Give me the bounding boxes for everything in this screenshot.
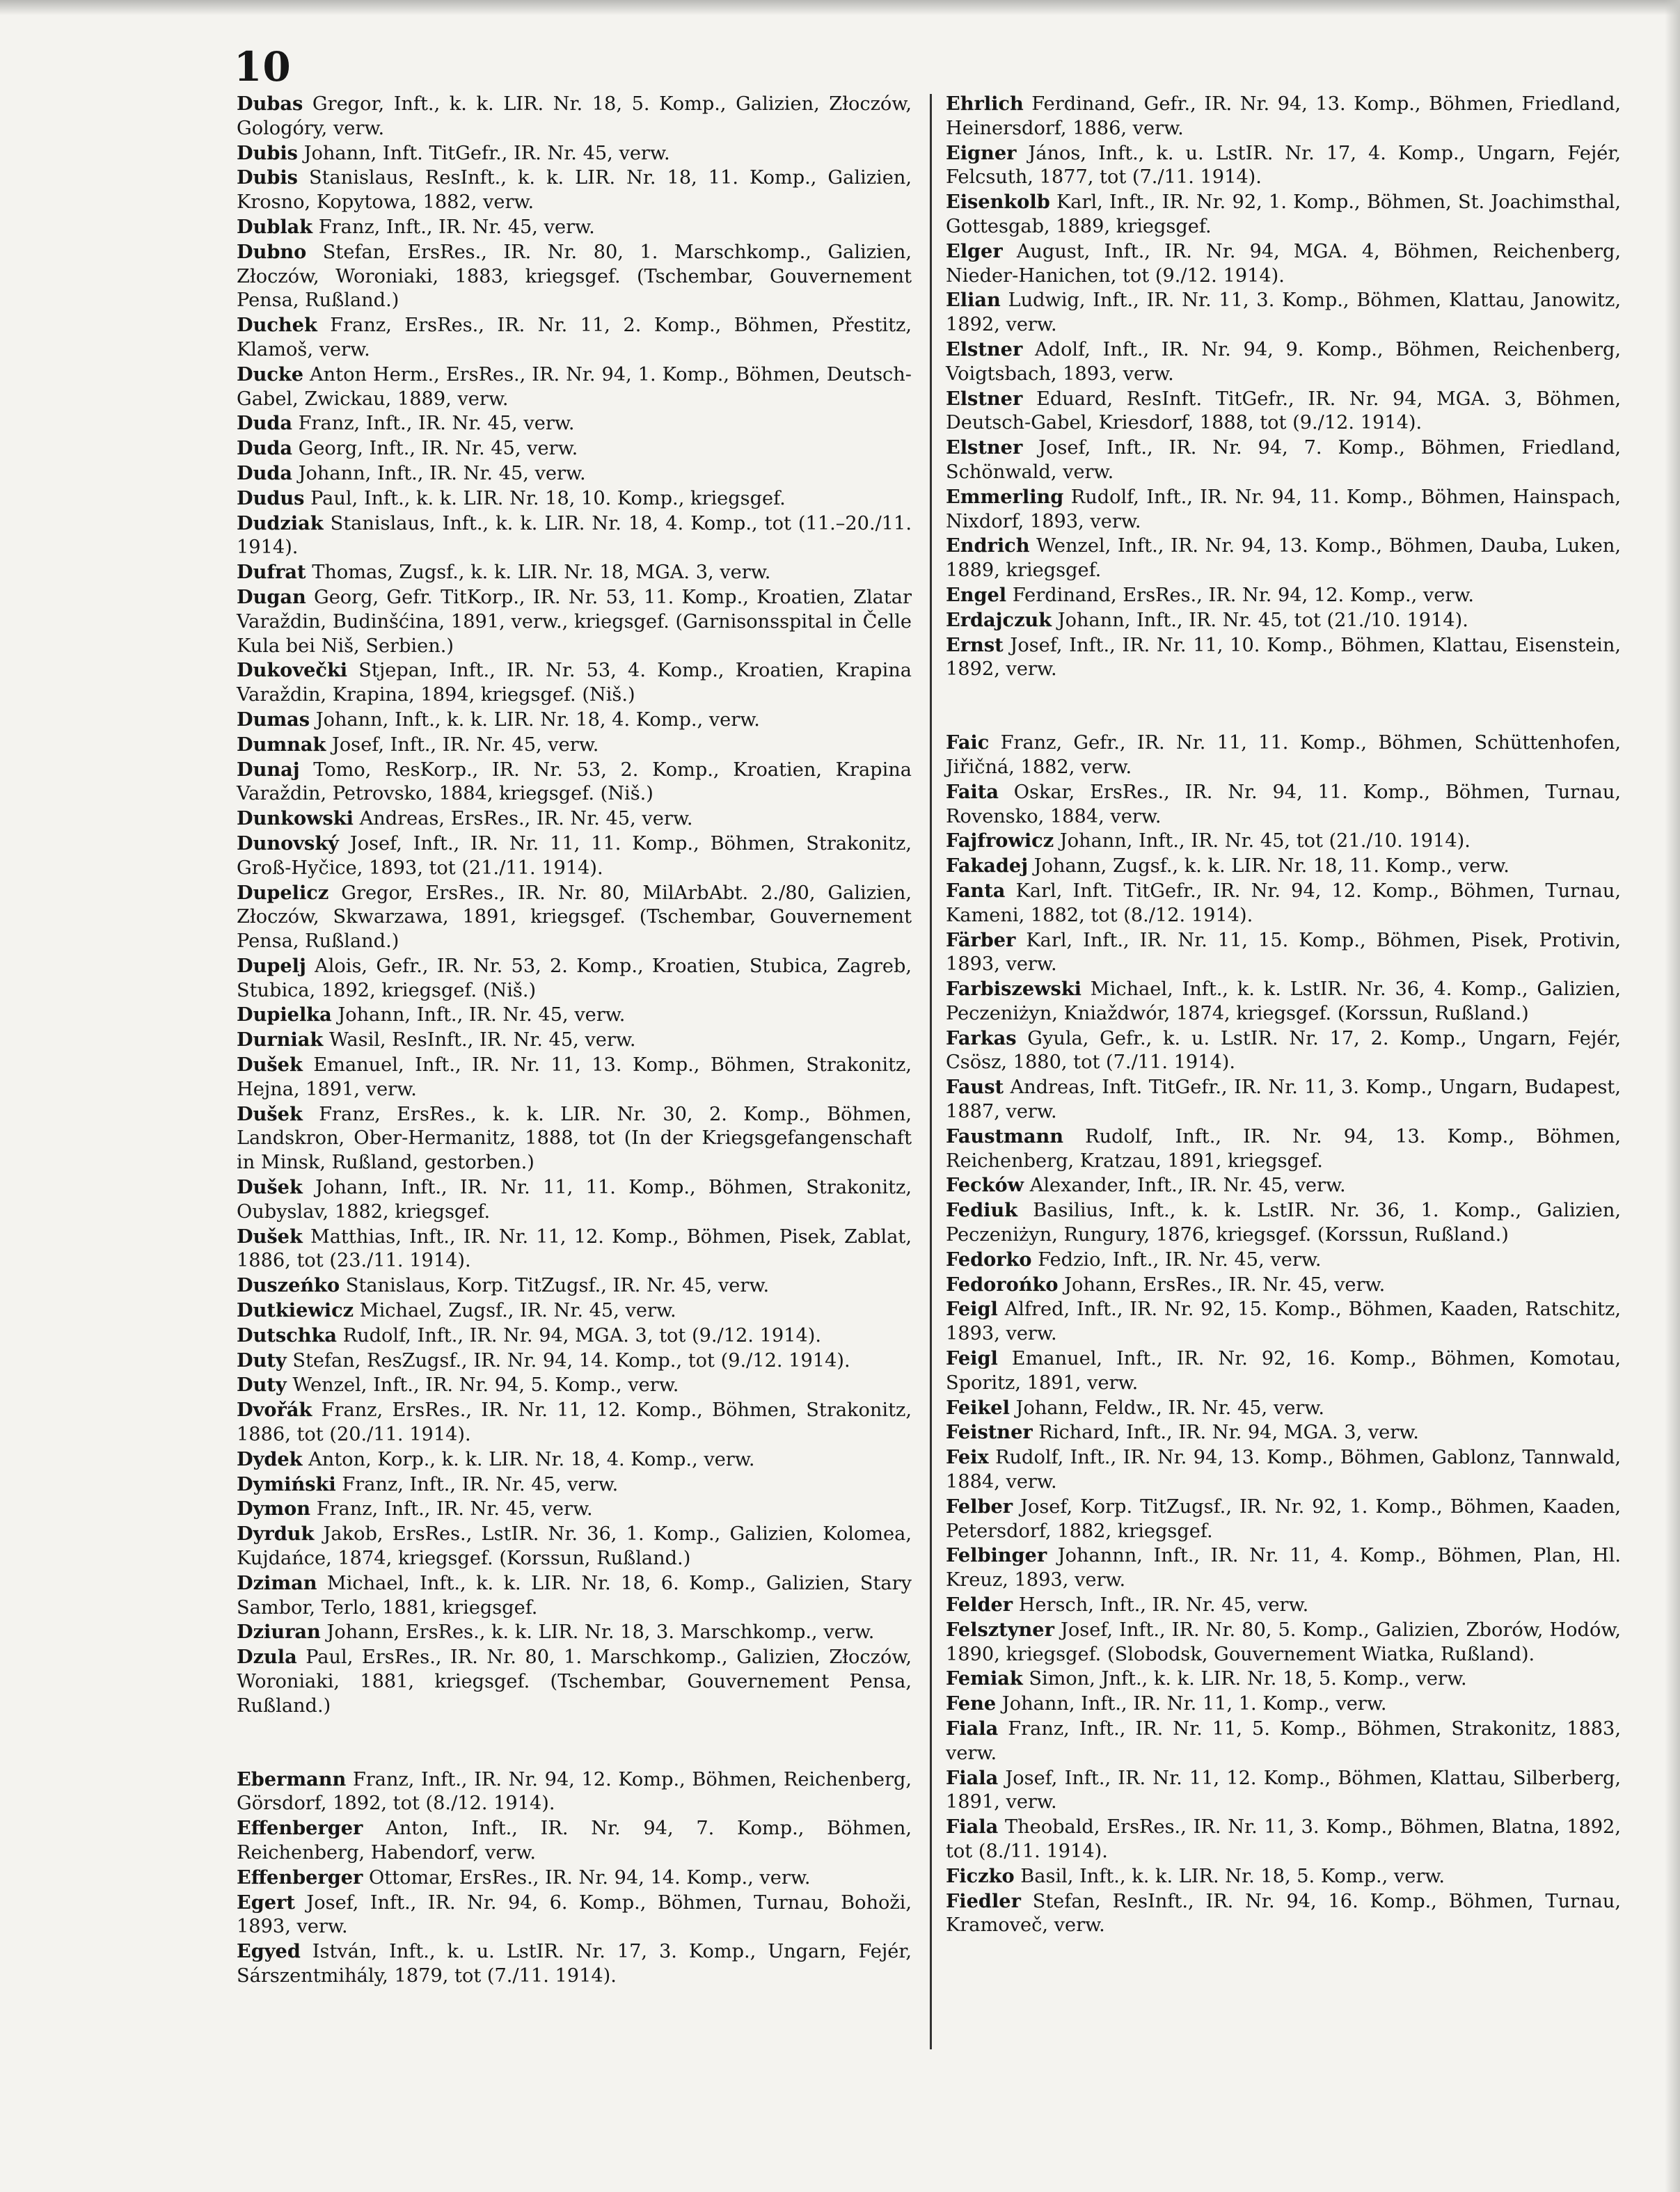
section-gap [946,682,1621,731]
entry-details: Alois, Gefr., IR. Nr. 53, 2. Komp., Kroatien, Stubica, Zagreb, Stubica, 1892, kriegsgef. (Niš.) [237,955,912,1001]
list-entry [237,1816,912,1866]
list-entry [946,1692,1621,1717]
list-entry [237,1175,912,1225]
entry-surname: Effenberger [237,1866,363,1889]
entry-surname: Dublak [237,215,313,238]
list-entry [237,1939,912,1989]
list-entry [946,92,1621,141]
entry-details: Johann, Inft., IR. Nr. 45, verw. [292,462,586,484]
list-entry [946,633,1621,683]
entry-surname: Feigl [946,1347,998,1370]
entry-surname: Engel [946,583,1007,606]
entry-details: Josef, Inft., IR. Nr. 11, 12. Komp., Böhmen, Klattau, Silberberg, 1891, verw. [946,1767,1621,1813]
entry-details: Franz, Inft., IR. Nr. 94, 12. Komp., Böhmen, Reichenberg, Görsdorf, 1892, tot (8./12. 1914). [237,1768,912,1815]
entry-details: Johann, ErsRes., IR. Nr. 45, verw. [1058,1273,1386,1296]
entry-details: István, Inft., k. u. LstIR. Nr. 17, 3. Komp., Ungarn, Fejér, Sárszentmihály, 1879, tot (7./11. 1914). [237,1941,912,1987]
entry-details: Anton, Inft., IR. Nr. 94, 7. Komp., Böhmen, Reichenberg, Habendorf, verw. [237,1818,912,1864]
list-entry [237,708,912,733]
entry-surname: Fiala [946,1766,999,1789]
entry-details: Paul, ErsRes., IR. Nr. 80, 1. Marschkomp., Galizien, Złoczów, Woroniaki, 1881, kriegsgef. (Tschembar, Gouvernement Pensa, Rußland.) [237,1646,912,1717]
list-entry [237,658,912,708]
entry-surname: Dumnak [237,733,326,756]
entry-details: Josef, Inft., IR. Nr. 45, verw. [326,733,599,756]
list-entry [237,141,912,166]
entry-details: Stanislaus, ResInft., k. k. LIR. Nr. 18, 11. Komp., Galizien, Krosno, Kopytowa, 1882, verw. [237,167,912,214]
entry-surname: Faust [946,1076,1004,1099]
left-column [237,92,912,1989]
entry-surname: Färber [946,928,1016,951]
list-entry [237,560,912,585]
entry-details: Alexander, Inft., IR. Nr. 45, verw. [1024,1175,1346,1197]
list-entry [237,1225,912,1274]
entry-surname: Fajfrowicz [946,829,1054,852]
list-entry [946,387,1621,436]
entry-details: János, Inft., k. u. LstIR. Nr. 17, 4. Komp., Ungarn, Fejér, Felcsuth, 1877, tot (7./11. 1914). [946,142,1621,189]
list-entry [946,928,1621,978]
entry-details: Stefan, ErsRes., IR. Nr. 80, 1. Marschkomp., Galizien, Złoczów, Woroniaki, 1883, kriegsgef. (Tschembar, Gouvernement Pensa, Rußland.) [237,241,912,312]
entry-surname: Dupielka [237,1003,332,1026]
entry-details: Franz, ErsRes., k. k. LIR. Nr. 30, 2. Komp., Böhmen, Landskron, Ober-Hermanitz, 1888, tot (In der Kriegsgefangenschaft in Minsk, Rußland, gestorben.) [237,1103,912,1174]
list-entry [237,733,912,758]
entry-surname: Dudus [237,486,305,509]
entry-surname: Fiala [946,1816,999,1838]
entry-surname: Emmerling [946,485,1064,508]
list-entry [237,1398,912,1447]
entry-surname: Dutkiewicz [237,1299,354,1322]
list-entry [237,807,912,832]
entry-surname: Duda [237,412,292,435]
list-entry [946,239,1621,289]
list-entry [237,758,912,807]
list-entry [237,215,912,240]
list-entry [237,461,912,486]
list-entry [946,1618,1621,1667]
entry-surname: Fiedler [946,1889,1021,1912]
entry-surname: Dutschka [237,1324,337,1347]
entry-surname: Egyed [237,1940,301,1963]
entry-surname: Dymon [237,1498,311,1520]
entry-details: Gregor, ErsRes., IR. Nr. 80, MilArbAbt. 2./80, Galizien, Złoczów, Skwarzawa, 1891, kriegsgef. (Tschembar, Gouvernement Pensa, Rußland.) [237,882,912,953]
list-entry [946,1297,1621,1347]
entry-details: Josef, Inft., IR. Nr. 80, 5. Komp., Galizien, Zborów, Hodów, 1890, kriegsgef. (Slobodsk, Gouvernement Wiatka, Rußland). [946,1619,1621,1665]
entry-surname: Dydek [237,1447,303,1470]
entry-surname: Dziuran [237,1621,321,1644]
entry-surname: Dzula [237,1646,297,1669]
list-entry [237,1102,912,1175]
entry-details: Emanuel, Inft., IR. Nr. 11, 13. Komp., Böhmen, Strakonitz, Hejna, 1891, verw. [237,1054,912,1100]
list-entry [946,1815,1621,1864]
entry-details: Stanislaus, Inft., k. k. LIR. Nr. 18, 4. Komp., tot (11.–20./11. 1914). [237,512,912,559]
list-entry [237,511,912,561]
entry-details: Paul, Inft., k. k. LIR. Nr. 18, 10. Komp., kriegsgef. [304,487,786,509]
entry-details: Rudolf, Inft., IR. Nr. 94, MGA. 3, tot (9./12. 1914). [336,1324,822,1347]
list-entry [237,240,912,313]
list-entry [946,1593,1621,1618]
entry-details: Karl, Inft. TitGefr., IR. Nr. 94, 12. Komp., Böhmen, Turnau, Kameni, 1882, tot (8./12. 1914). [946,880,1621,926]
entry-surname: Endrich [946,534,1030,557]
list-entry [237,1891,912,1940]
entry-surname: Dubas [237,93,303,115]
list-entry [237,1472,912,1498]
entry-details: Basilius, Inft., k. k. LstIR. Nr. 36, 1. Komp., Galizien, Peczeniżyn, Rungury, 1876, kriegsgef. (Korssun, Rußland.) [946,1200,1621,1246]
entry-surname: Ducke [237,363,304,386]
entry-details: Franz, Inft., IR. Nr. 45, verw. [335,1473,619,1495]
entry-details: Rudolf, Inft., IR. Nr. 94, 11. Komp., Böhmen, Hainspach, Nixdorf, 1893, verw. [946,486,1621,532]
entry-surname: Duszeńko [237,1274,340,1297]
list-entry [946,1889,1621,1939]
entry-details: Johann, Inft., IR. Nr. 45, verw. [331,1004,626,1026]
entry-surname: Faustmann [946,1125,1063,1147]
list-entry [237,585,912,658]
list-entry [237,1273,912,1298]
entry-surname: Dubis [237,141,298,164]
entry-details: Johann, Inft., IR. Nr. 45, tot (21./10. 1914). [1054,830,1471,852]
entry-surname: Egert [237,1891,295,1914]
list-entry [237,1373,912,1398]
entry-surname: Durniak [237,1029,324,1051]
entry-details: Alfred, Inft., IR. Nr. 92, 15. Komp., Böhmen, Kaaden, Ratschitz, 1893, verw. [946,1298,1621,1345]
entry-surname: Dupelj [237,954,306,977]
list-entry [946,1347,1621,1396]
entry-surname: Femiak [946,1667,1023,1690]
list-entry [946,731,1621,780]
entry-details: Wenzel, Inft., IR. Nr. 94, 5. Komp., verw. [286,1374,679,1397]
entry-surname: Fakadej [946,855,1029,877]
entry-surname: Ernst [946,633,1004,656]
list-entry [237,92,912,141]
entry-surname: Dunaj [237,758,300,781]
entry-details: Johannn, Inft., IR. Nr. 11, 4. Komp., Böhmen, Plan, Hl. Kreuz, 1893, verw. [946,1545,1621,1591]
entry-surname: Fedorko [946,1248,1032,1271]
entry-details: Franz, Inft., IR. Nr. 11, 5. Komp., Böhmen, Strakonitz, 1883, verw. [946,1718,1621,1764]
entry-surname: Duchek [237,314,317,337]
list-entry [237,1497,912,1522]
entry-surname: Dunkowski [237,807,354,830]
entry-details: Thomas, Zugsf., k. k. LIR. Nr. 18, MGA. 3, verw. [306,562,771,584]
entry-details: Adolf, Inft., IR. Nr. 94, 9. Komp., Böhmen, Reichenberg, Voigtsbach, 1893, verw. [946,338,1621,385]
entry-surname: Dušek [237,1102,303,1125]
entry-surname: Dušek [237,1225,303,1248]
entry-surname: Duty [237,1374,287,1397]
entry-details: Stefan, ResInft., IR. Nr. 94, 16. Komp., Böhmen, Turnau, Kramoveč, verw. [946,1890,1621,1937]
list-entry [946,829,1621,854]
entry-details: Ludwig, Inft., IR. Nr. 11, 3. Komp., Böhmen, Klattau, Janowitz, 1892, verw. [946,289,1621,336]
list-entry [237,1298,912,1324]
entry-details: Anton, Korp., k. k. LIR. Nr. 18, 4. Komp., verw. [302,1448,755,1470]
entry-details: Franz, Gefr., IR. Nr. 11, 11. Komp., Böhmen, Schüttenhofen, Jiřičná, 1882, verw. [946,732,1621,778]
entry-surname: Eigner [946,141,1017,164]
entry-details: Richard, Inft., IR. Nr. 94, MGA. 3, verw. [1032,1422,1419,1444]
list-entry [946,1766,1621,1816]
list-entry [237,1447,912,1472]
list-entry [946,1717,1621,1766]
list-entry [237,832,912,881]
entry-surname: Fecków [946,1174,1024,1197]
list-entry [946,1198,1621,1248]
entry-details: Rudolf, Inft., IR. Nr. 94, 13. Komp., Böhmen, Reichenberg, Kratzau, 1891, kriegsgef. [946,1125,1621,1172]
entry-surname: Dupelicz [237,881,329,904]
entry-details: Karl, Inft., IR. Nr. 11, 15. Komp., Böhmen, Pisek, Protivin, 1893, verw. [946,929,1621,976]
entry-details: Wenzel, Inft., IR. Nr. 94, 13. Komp., Böhmen, Dauba, Luken, 1889, kriegsgef. [946,535,1621,582]
list-entry [946,1667,1621,1692]
entry-surname: Dziman [237,1571,317,1594]
entry-details: Johann, ErsRes., k. k. LIR. Nr. 18, 3. Marschkomp., verw. [320,1621,875,1644]
entry-surname: Feistner [946,1421,1033,1444]
right-column [946,92,1621,1938]
list-entry [237,1349,912,1374]
entry-details: Josef, Inft., IR. Nr. 11, 10. Komp., Böhmen, Klattau, Eisenstein, 1892, verw. [946,634,1621,681]
entry-details: Basil, Inft., k. k. LIR. Nr. 18, 5. Komp., verw. [1014,1865,1445,1887]
entry-surname: Dufrat [237,561,306,584]
entry-surname: Dukovečki [237,659,348,682]
list-entry [237,881,912,954]
list-entry [237,1571,912,1621]
list-entry [946,534,1621,583]
entry-surname: Elger [946,239,1003,262]
list-entry [946,977,1621,1026]
list-entry [946,337,1621,387]
list-entry [946,1248,1621,1273]
entry-details: Franz, Inft., IR. Nr. 45, verw. [312,216,595,238]
list-entry [237,313,912,363]
entry-surname: Felber [946,1495,1013,1518]
entry-surname: Dymiński [237,1472,336,1495]
entry-surname: Ehrlich [946,93,1024,115]
entry-surname: Fene [946,1692,997,1715]
entry-details: August, Inft., IR. Nr. 94, MGA. 4, Böhmen, Reichenberg, Nieder-Hanichen, tot (9./12. 1914). [946,240,1621,287]
entry-surname: Fedorońko [946,1273,1059,1296]
entry-surname: Dvořák [237,1399,312,1422]
scan-shadow-top [0,0,1680,15]
entry-surname: Dušek [237,1054,303,1077]
entry-details: Josef, Korp. TitZugsf., IR. Nr. 92, 1. Komp., Böhmen, Kaaden, Petersdorf, 1882, kriegsgef. [946,1495,1621,1542]
entry-details: Georg, Inft., IR. Nr. 45, verw. [292,438,578,460]
entry-surname: Elian [946,289,1001,312]
list-entry [946,1543,1621,1593]
entry-surname: Feigl [946,1298,998,1321]
entry-surname: Faic [946,731,990,754]
entry-surname: Elstner [946,337,1023,360]
list-entry [946,854,1621,879]
list-entry [237,363,912,412]
list-entry [946,485,1621,534]
list-entry [946,1173,1621,1198]
entry-details: Gyula, Gefr., k. u. LstIR. Nr. 17, 2. Komp., Ungarn, Fejér, Csösz, 1880, tot (7./11. 1914). [946,1027,1621,1074]
entry-details: Oskar, ErsRes., IR. Nr. 94, 11. Komp., Böhmen, Turnau, Rovensko, 1884, verw. [946,781,1621,827]
list-entry [946,190,1621,239]
page-number: 10 [234,43,292,90]
entry-surname: Farkas [946,1026,1017,1049]
entry-surname: Duda [237,437,292,460]
list-entry [946,1864,1621,1889]
list-entry [237,1866,912,1891]
entry-details: Johann, Zugsf., k. k. LIR. Nr. 18, 11. Komp., verw. [1028,855,1509,877]
entry-details: Stefan, ResZugsf., IR. Nr. 94, 14. Komp., tot (9./12. 1914). [286,1349,850,1372]
entry-details: Michael, Inft., k. k. LstIR. Nr. 36, 4. Komp., Galizien, Peczeniżyn, Kniaždwór, 1874, kriegsgef. (Korssun, Rußland.) [946,978,1621,1024]
entry-details: Michael, Zugsf., IR. Nr. 45, verw. [354,1300,676,1322]
entry-surname: Faita [946,780,999,803]
list-entry [237,1053,912,1102]
list-entry [237,1620,912,1645]
list-entry [946,1445,1621,1495]
list-entry [946,1075,1621,1125]
entry-surname: Fediuk [946,1199,1018,1222]
entry-details: Josef, Inft., IR. Nr. 94, 7. Komp., Böhmen, Friedland, Schönwald, verw. [946,437,1621,483]
entry-details: Johann, Inft., IR. Nr. 11, 1. Komp., verw. [996,1693,1387,1715]
entry-details: Franz, ErsRes., IR. Nr. 11, 12. Komp., Böhmen, Strakonitz, 1886, tot (20./11. 1914). [237,1399,912,1446]
list-entry [237,486,912,511]
list-entry [237,1645,912,1718]
list-entry [237,954,912,1003]
entry-details: Johann, Inft., IR. Nr. 11, 11. Komp., Böhmen, Strakonitz, Oubyslav, 1882, kriegsgef. [237,1177,912,1223]
entry-surname: Felsztyner [946,1618,1054,1641]
entry-details: Michael, Inft., k. k. LIR. Nr. 18, 6. Komp., Galizien, Stary Sambor, Terlo, 1881, kriegsgef. [237,1572,912,1619]
entry-details: Fedzio, Inft., IR. Nr. 45, verw. [1031,1248,1322,1271]
entry-surname: Felder [946,1594,1013,1617]
entry-surname: Feix [946,1446,989,1469]
entry-details: Karl, Inft., IR. Nr. 92, 1. Komp., Böhmen, St. Joachimsthal, Gottesgab, 1889, kriegsgef. [946,191,1621,237]
list-entry [946,141,1621,191]
entry-details: Stjepan, Inft., IR. Nr. 53, 4. Komp., Kroatien, Krapina Varaždin, Krapina, 1894, kriegsgef. (Niš.) [237,660,912,706]
entry-surname: Farbiszewski [946,978,1082,1001]
list-entry [946,1273,1621,1298]
entry-details: Josef, Inft., IR. Nr. 11, 11. Komp., Böhmen, Strakonitz, Groß-Hyčice, 1893, tot (21./11. 1914). [237,832,912,879]
entry-surname: Elstner [946,436,1023,459]
list-entry [946,1026,1621,1076]
scan-shadow-right [1665,0,1680,2192]
entry-surname: Felbinger [946,1544,1047,1567]
list-entry [946,1420,1621,1445]
entry-details: Ottomar, ErsRes., IR. Nr. 94, 14. Komp., verw. [363,1866,811,1889]
list-entry [946,608,1621,633]
entry-surname: Dudziak [237,511,324,534]
list-entry [946,780,1621,829]
list-entry [237,1324,912,1349]
entry-surname: Effenberger [237,1817,363,1840]
entry-surname: Fanta [946,879,1006,902]
list-entry [237,166,912,215]
entry-details: Emanuel, Inft., IR. Nr. 92, 16. Komp., Böhmen, Komotau, Sporitz, 1891, verw. [946,1348,1621,1394]
entry-details: Franz, ErsRes., IR. Nr. 11, 2. Komp., Böhmen, Přestitz, Klamoš, verw. [237,315,912,360]
list-entry [237,1522,912,1571]
list-entry [237,436,912,461]
list-entry [237,1028,912,1053]
entry-surname: Duda [237,461,292,484]
entry-details: Johann, Inft. TitGefr., IR. Nr. 45, verw. [298,142,670,164]
entry-details: Johann, Inft., k. k. LIR. Nr. 18, 4. Komp., verw. [310,708,760,731]
entry-details: Andreas, Inft. TitGefr., IR. Nr. 11, 3. Komp., Ungarn, Budapest, 1887, verw. [946,1077,1621,1123]
entry-surname: Fiala [946,1717,999,1740]
list-entry [946,1396,1621,1421]
entry-surname: Dunovský [237,832,339,855]
entry-details: Franz, Inft., IR. Nr. 45, verw. [292,413,575,435]
list-entry [946,1125,1621,1174]
entry-details: Stanislaus, Korp. TitZugsf., IR. Nr. 45, verw. [340,1275,770,1297]
entry-surname: Feikel [946,1396,1010,1419]
section-gap [237,1719,912,1768]
list-entry [946,436,1621,485]
entry-details: Josef, Inft., IR. Nr. 94, 6. Komp., Böhmen, Turnau, Bohoži, 1893, verw. [237,1891,912,1938]
entry-surname: Ficzko [946,1864,1015,1887]
entry-surname: Eisenkolb [946,191,1050,214]
list-entry [946,288,1621,337]
entry-surname: Duty [237,1349,287,1372]
entry-surname: Dubis [237,166,298,189]
entry-details: Johann, Inft., IR. Nr. 45, tot (21./10. 1914). [1052,609,1468,631]
list-entry [946,583,1621,608]
list-entry [946,879,1621,928]
list-entry [237,1003,912,1028]
entry-details: Franz, Inft., IR. Nr. 45, verw. [310,1498,593,1520]
entry-details: Ferdinand, Gefr., IR. Nr. 94, 13. Komp., Böhmen, Friedland, Heinersdorf, 1886, verw. [946,93,1621,139]
list-entry [237,1768,912,1817]
entry-details: Hersch, Inft., IR. Nr. 45, verw. [1013,1594,1309,1617]
list-entry [237,411,912,436]
entry-surname: Erdajczuk [946,608,1052,631]
entry-details: Anton Herm., ErsRes., IR. Nr. 94, 1. Komp., Böhmen, Deutsch-Gabel, Zwickau, 1889, verw. [237,363,912,410]
entry-details: Johann, Feldw., IR. Nr. 45, verw. [1009,1397,1324,1419]
entry-surname: Dyrduk [237,1523,315,1546]
entry-details: Tomo, ResKorp., IR. Nr. 53, 2. Komp., Kroatien, Krapina Varaždin, Petrovsko, 1884, kriegsgef. (Niš.) [237,759,912,805]
entry-details: Ferdinand, ErsRes., IR. Nr. 94, 12. Komp., verw. [1006,584,1475,606]
entry-surname: Dubno [237,240,307,263]
entry-surname: Dugan [237,585,306,608]
entry-details: Gregor, Inft., k. k. LIR. Nr. 18, 5. Komp., Galizien, Złoczów, Gologóry, verw. [237,93,912,139]
entry-details: Georg, Gefr. TitKorp., IR. Nr. 53, 11. Komp., Kroatien, Zlatar Varaždin, Budinšćina, 1891, verw., kriegsgef. (Garnisonsspital in Čelle Kula bei Niš, Serbien.) [237,586,912,657]
entry-surname: Dumas [237,708,310,731]
entry-details: Wasil, ResInft., IR. Nr. 45, verw. [323,1029,636,1051]
column-divider [930,94,932,2049]
entry-details: Andreas, ErsRes., IR. Nr. 45, verw. [353,808,693,830]
entry-details: Eduard, ResInft. TitGefr., IR. Nr. 94, MGA. 3, Böhmen, Deutsch-Gabel, Kriesdorf, 1888, tot (9./12. 1914). [946,388,1621,434]
entry-surname: Ebermann [237,1768,347,1790]
entry-details: Theobald, ErsRes., IR. Nr. 11, 3. Komp., Böhmen, Blatna, 1892, tot (8./11. 1914). [946,1816,1621,1862]
entry-surname: Dušek [237,1176,303,1199]
entry-details: Rudolf, Inft., IR. Nr. 94, 13. Komp., Böhmen, Gablonz, Tannwald, 1884, verw. [946,1447,1621,1493]
entry-details: Jakob, ErsRes., LstIR. Nr. 36, 1. Komp., Galizien, Kolomea, Kujdańce, 1874, kriegsgef. (Korssun, Rußland.) [237,1523,912,1570]
entry-surname: Elstner [946,387,1023,410]
entry-details: Simon, Jnft., k. k. LIR. Nr. 18, 5. Komp., verw. [1022,1668,1467,1690]
list-entry [946,1495,1621,1544]
entry-details: Matthias, Inft., IR. Nr. 11, 12. Komp., Böhmen, Pisek, Zablat, 1886, tot (23./11. 1914). [237,1225,912,1272]
